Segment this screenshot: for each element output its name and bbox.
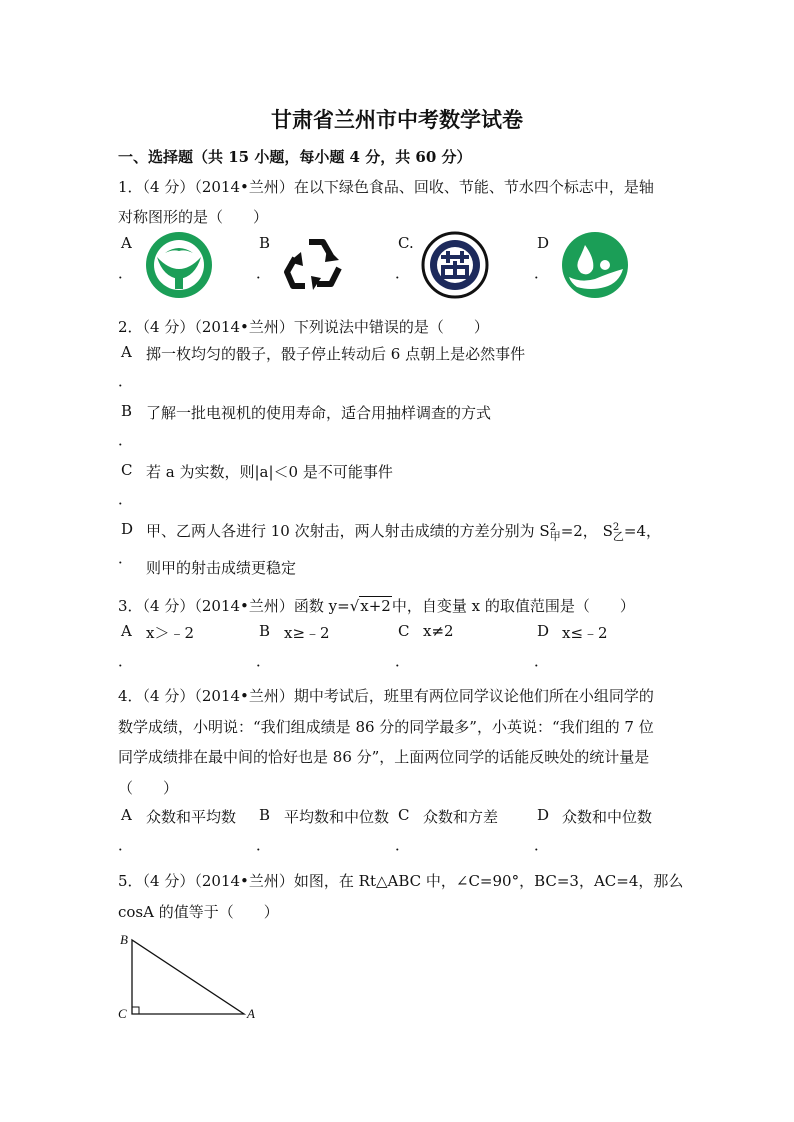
q2-option-d-text-b: 则甲的射击成绩更稳定	[146, 559, 297, 577]
q3-option-d-dot: ．	[534, 652, 550, 670]
q2-option-a-label: A	[121, 343, 132, 361]
q1-option-b-dot: ．	[256, 264, 272, 282]
q3-option-c-label: C	[398, 622, 410, 640]
q4-stem-line3: 同学成绩排在最中间的恰好也是 86 分”，上面两位同学的话能反映处的统计量是	[118, 748, 650, 766]
q2-option-d-text-a: 甲、乙两人各进行 10 次射击，两人射击成绩的方差分别为	[146, 522, 540, 540]
q2-option-a-dot: ．	[118, 372, 134, 390]
q2-option-c-dot: ．	[118, 490, 134, 508]
q1-option-b-label: B	[259, 234, 271, 252]
right-triangle-figure	[112, 928, 272, 1023]
q3-option-c-text: x≠2	[423, 622, 454, 640]
q3-option-b-dot: ．	[256, 652, 272, 670]
q2-option-b-label: B	[121, 402, 133, 420]
vertex-b-label: B	[120, 932, 128, 947]
q2-option-c-label: C	[121, 461, 133, 479]
variance-sub1: 甲	[549, 530, 561, 543]
q3-option-b-label: B	[259, 622, 271, 640]
variance-eq1: =2，	[560, 522, 598, 540]
q4-option-b-text: 平均数和中位数	[284, 808, 390, 826]
q2-option-b-dot: ．	[118, 431, 134, 449]
q4-option-b-label: B	[259, 806, 271, 824]
q4-stem-line2: 数学成绩，小明说：“我们组成绩是 86 分的同学最多”，小英说：“我们组的 7 位	[118, 718, 654, 736]
q2-option-a-text: 掷一枚均匀的骰子，骰子停止转动后 6 点朝上是必然事件	[146, 345, 526, 363]
vertex-c-label: C	[118, 1006, 127, 1021]
q3-option-a-text: x＞﹣2	[146, 624, 195, 642]
q3-option-d-label: D	[537, 622, 550, 640]
q4-option-c-label: C	[398, 806, 410, 824]
q1-option-a-dot: ．	[118, 264, 134, 282]
q4-option-d-label: D	[537, 806, 550, 824]
q4-option-c-text: 众数和方差	[423, 808, 499, 826]
q5-stem-line1: 5．（4 分）（2014•兰州）如图，在 Rt△ABC 中，∠C=90°，BC=3，AC=4，那么	[118, 872, 684, 890]
water-saving-logo-icon	[561, 231, 629, 299]
q1-option-c-dot: ．	[395, 264, 411, 282]
variance-sup2: 2	[612, 522, 620, 533]
q3-option-a-dot: ．	[118, 652, 134, 670]
q1-option-d-dot: ．	[534, 264, 550, 282]
q4-option-a-dot: ．	[118, 836, 134, 854]
recycle-logo-icon	[283, 234, 349, 296]
q4-option-c-dot: ．	[395, 836, 411, 854]
q4-option-d-text: 众数和中位数	[562, 808, 653, 826]
q3-stem-a: 3．（4 分）（2014•兰州）函数 y=	[118, 597, 350, 615]
q2-option-d-label: D	[121, 520, 134, 538]
q3-option-a-label: A	[121, 622, 132, 640]
q2-option-b-text: 了解一批电视机的使用寿命，适合用抽样调查的方式	[146, 404, 492, 422]
q1-option-d-label: D	[537, 234, 550, 252]
variance-s2: S	[602, 522, 613, 540]
q4-option-b-dot: ．	[256, 836, 272, 854]
sqrt-icon: √	[349, 597, 360, 615]
vertex-a-label: A	[247, 1006, 255, 1021]
q3-stem	[118, 595, 635, 616]
variance-s1: S	[539, 522, 550, 540]
variance-eq2: =4，	[623, 522, 661, 540]
energy-saving-logo-icon	[421, 231, 489, 299]
page-title: 甘肃省兰州市中考数学试卷	[271, 107, 523, 132]
q4-option-d-dot: ．	[534, 836, 550, 854]
q4-stem-line1: 4．（4 分）（2014•兰州）期中考试后，班里有两位同学议论他们所在小组同学的	[118, 687, 654, 705]
q3-radicand: x+2	[360, 597, 391, 615]
variance-sub2: 乙	[612, 530, 624, 543]
q3-option-b-text: x≥﹣2	[284, 624, 330, 642]
section-heading: 一、选择题（共 15 小题，每小题 4 分，共 60 分）	[118, 148, 472, 166]
q1-option-c-label: C.	[398, 234, 414, 252]
q3-option-d-text: x≤﹣2	[562, 624, 608, 642]
q2-option-d-text	[146, 520, 661, 541]
q3-option-c-dot: ．	[395, 652, 411, 670]
green-food-logo-icon	[145, 231, 213, 299]
q2-option-c-text: 若 a 为实数，则|a|＜0 是不可能事件	[146, 463, 393, 481]
q1-stem-line1: 1．（4 分）（2014•兰州）在以下绿色食品、回收、节能、节水四个标志中，是轴	[118, 178, 654, 196]
q1-stem-line2: 对称图形的是（ ）	[118, 208, 269, 226]
q2-stem: 2．（4 分）（2014•兰州）下列说法中错误的是（ ）	[118, 318, 489, 336]
q4-option-a-label: A	[121, 806, 132, 824]
variance-sup1: 2	[549, 522, 557, 533]
q4-option-a-text: 众数和平均数	[146, 808, 237, 826]
q3-stem-b: 中，自变量 x 的取值范围是（ ）	[391, 597, 635, 615]
q1-option-a-label: A	[121, 234, 132, 252]
q4-stem-line4: （ ）	[118, 779, 179, 797]
q2-option-d-dot: ．	[118, 549, 134, 567]
q5-stem-line2: cosA 的值等于（ ）	[118, 903, 279, 921]
